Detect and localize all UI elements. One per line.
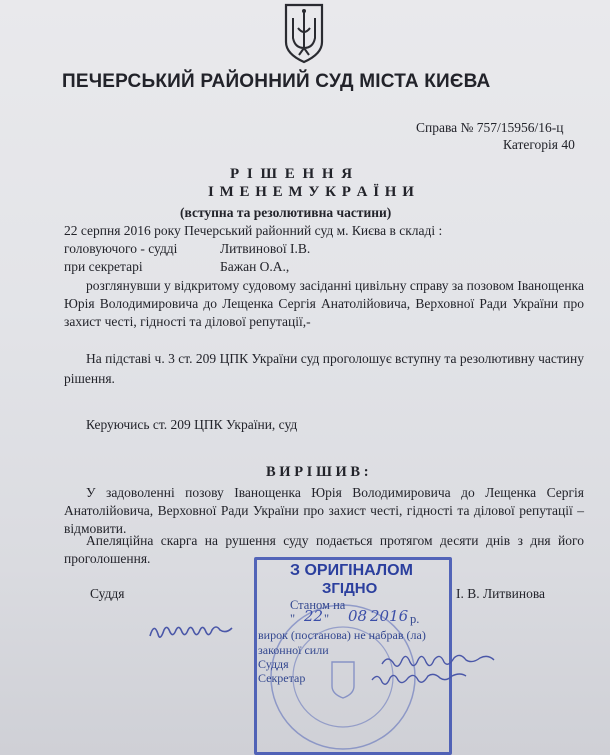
judge-label: головуючого - судді bbox=[64, 241, 178, 256]
stamp-year-suffix: р. bbox=[410, 612, 420, 626]
secretary-name: Бажан О.А., bbox=[220, 259, 290, 274]
stamp-day: 22 bbox=[304, 607, 324, 625]
in-name-of-ukraine: І М Е Н Е М У К Р А Ї Н И bbox=[208, 184, 415, 200]
guided-line: Керуючись ст. 209 ЦПК України, суд bbox=[86, 417, 298, 432]
resolved-title: В И Р І Ш И В : bbox=[266, 464, 369, 480]
stamp-signature-secretary bbox=[370, 668, 480, 688]
handwritten-signature bbox=[146, 616, 246, 646]
stamp-year: 2016 bbox=[370, 607, 409, 625]
judge-name: Литвинової І.В. bbox=[220, 241, 311, 256]
intro-line: 22 серпня 2016 року Печерський районний суд м. Києва в складі : bbox=[64, 223, 443, 238]
appeal-paragraph: Апеляційна скарга на рушення суду подається протягом десяти днів з дня його проголошення. bbox=[64, 533, 584, 566]
considered-paragraph: розглянувши у відкритому судовому засіданні цивільну справу за позовом Іванощенка Юрія Володимировича до Лещенка Сергія Анатолійовича, Верховної Ради України про захист честі, гідності та ділової репутації,- bbox=[64, 278, 584, 329]
stamp-verdict: вирок (постанова) не набрав (ла) bbox=[258, 628, 426, 642]
stamp-signature-judge bbox=[380, 650, 520, 670]
decision-title: Р І Ш Е Н Н Я bbox=[230, 166, 355, 182]
decision-parts: (вступна та резолютивна частини) bbox=[180, 205, 392, 220]
secretary-label: при секретарі bbox=[64, 259, 143, 274]
resolution-paragraph: У задоволенні позову Іванощенка Юрія Володимировича до Лещенка Сергія Анатолійовича, Верховної Ради України про захист честі, гідності та ділової репутації – відмовити. bbox=[64, 485, 584, 536]
stamp-quote-close: " bbox=[324, 612, 330, 626]
stamp-as-of: Станом на bbox=[290, 598, 346, 612]
stamp-judge: Суддя bbox=[258, 657, 289, 671]
stamp-legal: законної сили bbox=[258, 643, 329, 657]
case-category: Категорія 40 bbox=[503, 137, 575, 152]
stamp-subtitle: ЗГІДНО bbox=[322, 580, 378, 597]
stamp-quote-open: " bbox=[290, 612, 296, 626]
stamp-title: З ОРИГІНАЛОМ bbox=[290, 562, 413, 579]
coat-of-arms-icon bbox=[282, 2, 326, 64]
stamp-month: 08 bbox=[348, 607, 368, 625]
signature-name: І. В. Литвинова bbox=[456, 586, 546, 601]
court-name: ПЕЧЕРСЬКИЙ РАЙОННИЙ СУД МІСТА КИЄВА bbox=[62, 71, 491, 92]
stamp-secretary: Секретар bbox=[258, 671, 306, 685]
signature-label: Суддя bbox=[90, 586, 125, 601]
basis-paragraph: На підставі ч. 3 ст. 209 ЦПК України суд проголошує вступну та резолютивну частину рішення. bbox=[64, 351, 584, 386]
case-number: Справа № 757/15956/16-ц bbox=[416, 120, 564, 135]
